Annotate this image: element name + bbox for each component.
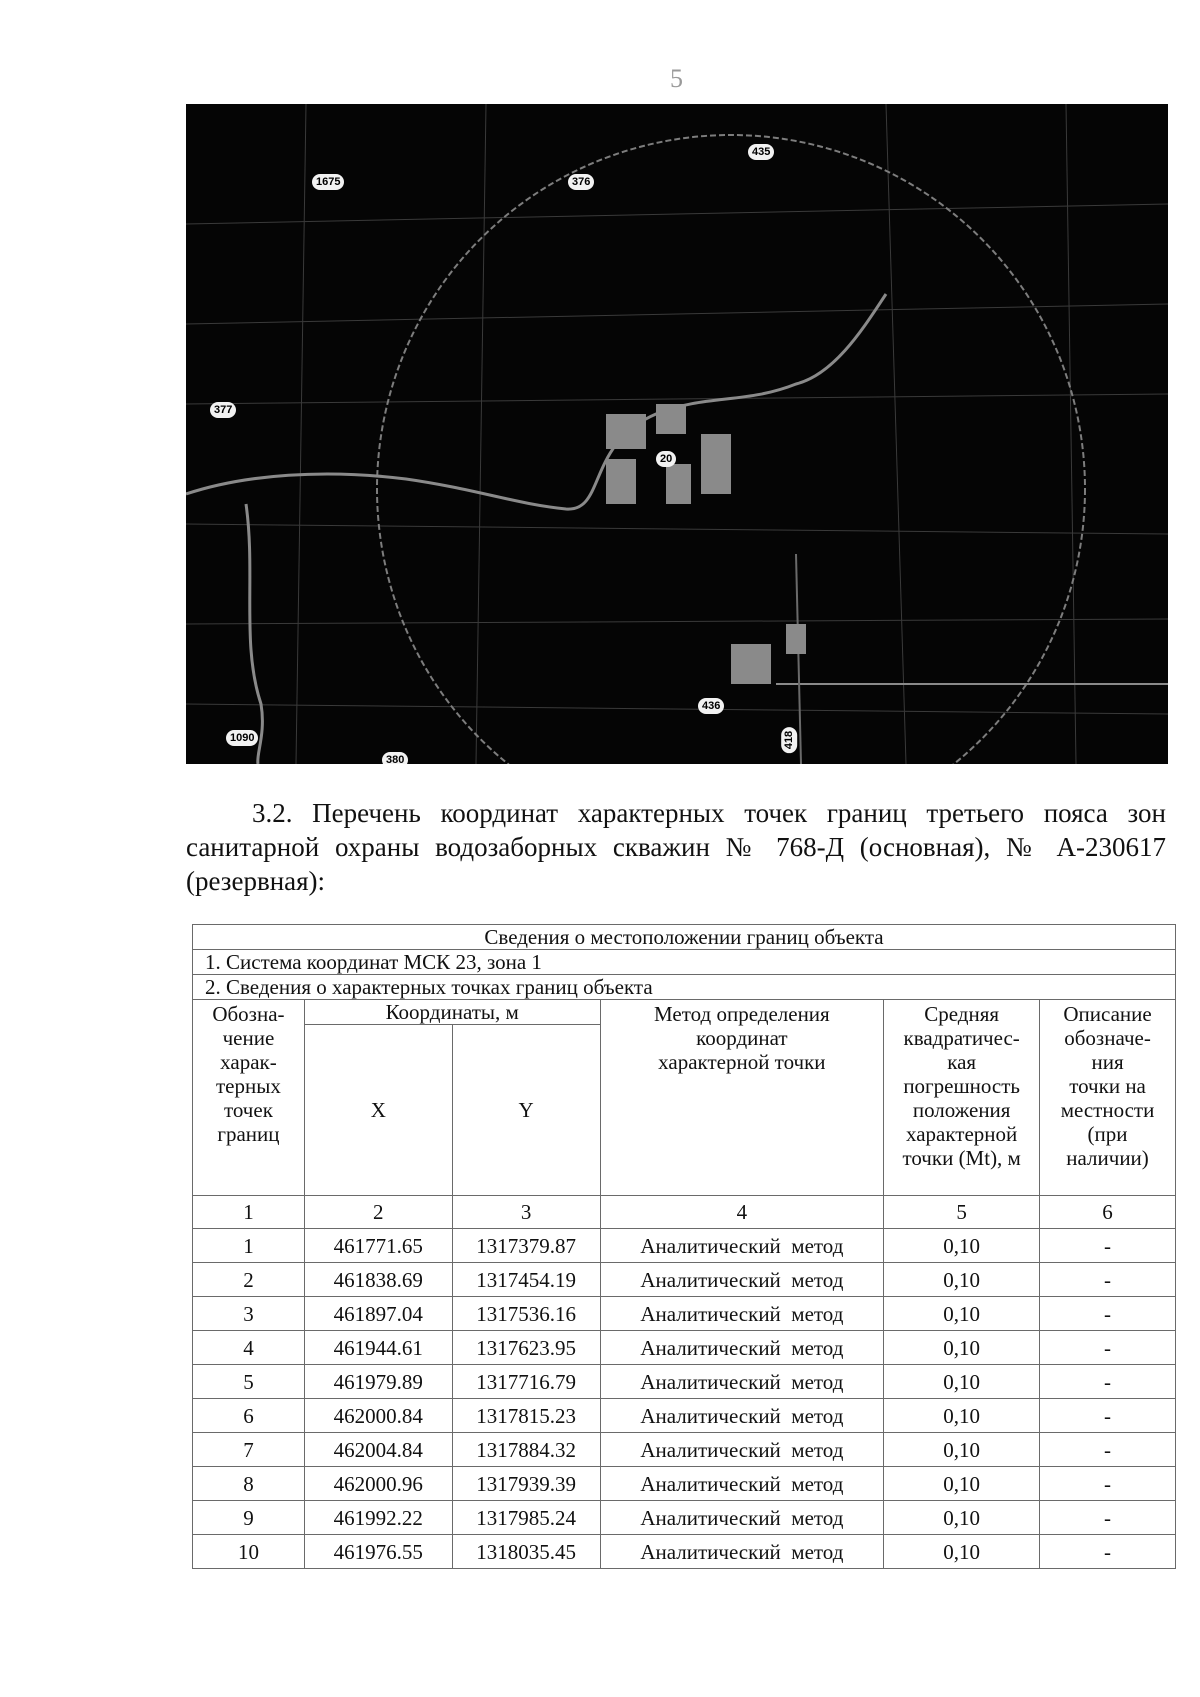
- method: Аналитический метод: [600, 1399, 884, 1433]
- table-row: [193, 1433, 1176, 1467]
- road: [186, 294, 886, 509]
- header-x: X: [304, 1025, 452, 1196]
- table-row: [193, 1535, 1176, 1569]
- y-coordinate: 1317716.79: [452, 1365, 600, 1399]
- description: -: [1040, 1229, 1176, 1263]
- settlement: [606, 404, 806, 684]
- table-row: [193, 1501, 1176, 1535]
- page-number: 5: [670, 64, 683, 93]
- column-number: 6: [1040, 1196, 1176, 1229]
- mt-error: 0,10: [884, 1229, 1040, 1263]
- point-number: 3: [193, 1297, 305, 1331]
- map-label: 435: [748, 144, 774, 160]
- coordinates-table: [192, 924, 1176, 1569]
- description: -: [1040, 1535, 1176, 1569]
- mt-error: 0,10: [884, 1399, 1040, 1433]
- method: Аналитический метод: [600, 1297, 884, 1331]
- y-coordinate: 1317815.23: [452, 1399, 600, 1433]
- y-coordinate: 1317985.24: [452, 1501, 600, 1535]
- mt-error: 0,10: [884, 1467, 1040, 1501]
- map-drawing: [186, 104, 1168, 764]
- y-coordinate: 1317939.39: [452, 1467, 600, 1501]
- map-label: 436: [698, 698, 724, 714]
- mt-error: 0,10: [884, 1535, 1040, 1569]
- point-number: 9: [193, 1501, 305, 1535]
- description: -: [1040, 1365, 1176, 1399]
- header-designation: Обозна- чение харак- терных точек границ: [193, 1000, 305, 1196]
- method: Аналитический метод: [600, 1467, 884, 1501]
- section-heading: 3.2. Перечень координат характерных точек границ третьего пояса зон санитарной охраны водозаборных скважин № 768-Д (основная), № А-230617 (резервная):: [186, 798, 1166, 896]
- table-row: [193, 1297, 1176, 1331]
- table-row: [193, 1229, 1176, 1263]
- point-number: 7: [193, 1433, 305, 1467]
- point-number: 1: [193, 1229, 305, 1263]
- table-title: Сведения о местоположении границ объекта: [193, 925, 1176, 950]
- points-caption: 2. Сведения о характерных точках границ объекта: [193, 975, 1176, 1000]
- x-coordinate: 461979.89: [304, 1365, 452, 1399]
- method: Аналитический метод: [600, 1365, 884, 1399]
- point-number: 2: [193, 1263, 305, 1297]
- header-error: Средняя квадратичес- кая погрешность положения характерной точки (Mt), м: [884, 1000, 1040, 1196]
- column-number: 4: [600, 1196, 884, 1229]
- header-coords: Координаты, м: [304, 1000, 600, 1025]
- header-method: Метод определения координат характерной точки: [600, 1000, 884, 1196]
- x-coordinate: 462000.96: [304, 1467, 452, 1501]
- map-label: 1090: [226, 730, 258, 746]
- method: Аналитический метод: [600, 1331, 884, 1365]
- method: Аналитический метод: [600, 1501, 884, 1535]
- map-label: 376: [568, 174, 594, 190]
- x-coordinate: 461771.65: [304, 1229, 452, 1263]
- description: -: [1040, 1331, 1176, 1365]
- table-row: [193, 1365, 1176, 1399]
- x-coordinate: 461897.04: [304, 1297, 452, 1331]
- mt-error: 0,10: [884, 1365, 1040, 1399]
- y-coordinate: 1317623.95: [452, 1331, 600, 1365]
- x-coordinate: 461838.69: [304, 1263, 452, 1297]
- table-row: [193, 1263, 1176, 1297]
- map-label: 418: [781, 727, 797, 753]
- y-coordinate: 1317379.87: [452, 1229, 600, 1263]
- column-number: 2: [304, 1196, 452, 1229]
- description: -: [1040, 1297, 1176, 1331]
- column-number: 5: [884, 1196, 1040, 1229]
- column-number: 1: [193, 1196, 305, 1229]
- x-coordinate: 461992.22: [304, 1501, 452, 1535]
- y-coordinate: 1317454.19: [452, 1263, 600, 1297]
- description: -: [1040, 1263, 1176, 1297]
- coordinate-system: 1. Система координат МСК 23, зона 1: [193, 950, 1176, 975]
- point-number: 10: [193, 1535, 305, 1569]
- table-row: [193, 1331, 1176, 1365]
- method: Аналитический метод: [600, 1229, 884, 1263]
- table-row: [193, 1467, 1176, 1501]
- table-row: [193, 1399, 1176, 1433]
- road: [246, 504, 262, 764]
- zone-map: [186, 104, 1168, 764]
- point-number: 5: [193, 1365, 305, 1399]
- column-number: 3: [452, 1196, 600, 1229]
- y-coordinate: 1318035.45: [452, 1535, 600, 1569]
- x-coordinate: 462000.84: [304, 1399, 452, 1433]
- map-label: 1675: [312, 174, 344, 190]
- x-coordinate: 461976.55: [304, 1535, 452, 1569]
- point-number: 6: [193, 1399, 305, 1433]
- y-coordinate: 1317884.32: [452, 1433, 600, 1467]
- point-number: 8: [193, 1467, 305, 1501]
- y-coordinate: 1317536.16: [452, 1297, 600, 1331]
- x-coordinate: 462004.84: [304, 1433, 452, 1467]
- mt-error: 0,10: [884, 1297, 1040, 1331]
- description: -: [1040, 1501, 1176, 1535]
- point-number: 4: [193, 1331, 305, 1365]
- description: -: [1040, 1467, 1176, 1501]
- method: Аналитический метод: [600, 1433, 884, 1467]
- map-label: 20: [656, 451, 676, 467]
- mt-error: 0,10: [884, 1433, 1040, 1467]
- map-label: 380: [382, 752, 408, 764]
- mt-error: 0,10: [884, 1263, 1040, 1297]
- mt-error: 0,10: [884, 1331, 1040, 1365]
- x-coordinate: 461944.61: [304, 1331, 452, 1365]
- map-label: 377: [210, 402, 236, 418]
- header-description: Описание обозначе- ния точки на местности (при наличии): [1040, 1000, 1176, 1196]
- description: -: [1040, 1433, 1176, 1467]
- header-y: Y: [452, 1025, 600, 1196]
- method: Аналитический метод: [600, 1535, 884, 1569]
- mt-error: 0,10: [884, 1501, 1040, 1535]
- description: -: [1040, 1399, 1176, 1433]
- method: Аналитический метод: [600, 1263, 884, 1297]
